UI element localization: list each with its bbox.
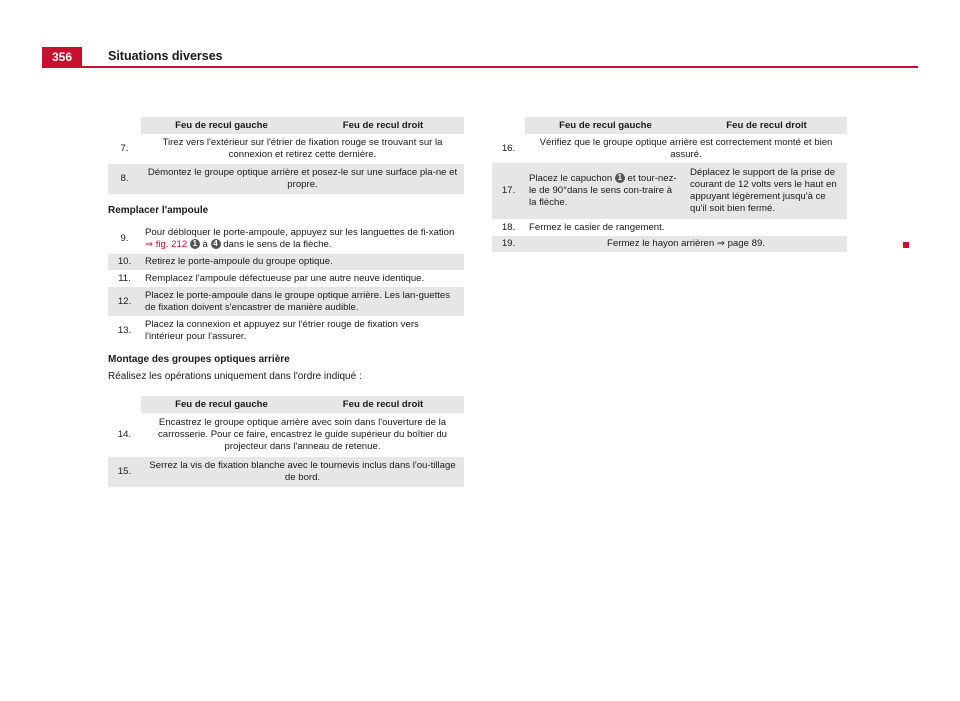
header-step-blank — [108, 396, 141, 413]
step-text-right: Déplacez le support de la prise de courant de 12 volts vers le haut en appuyant légèrement jusqu'à ce qu'il soit bien fermé. — [686, 163, 847, 219]
header-rule — [42, 66, 918, 68]
step-text: Encastrez le groupe optique arrière avec soin dans l'ouverture de la carrosserie. Pour ce faire, encastrez le guide supérieur du boîtier du projecteur dans l'anneau de retenue. — [157, 417, 448, 452]
section-note: Réalisez les opérations uniquement dans l'ordre indiqué : — [108, 371, 362, 382]
step-text: Serrez la vis de fixation blanche avec le tournevis inclus dans l'ou-tillage de bord. — [141, 457, 464, 487]
steps-table-1 — [108, 117, 464, 194]
header-step-blank — [492, 117, 525, 134]
page-title: Situations diverses — [108, 49, 223, 63]
step-text-mid: à — [199, 238, 211, 250]
step-text-post: et tour-nez-le de 90°dans le sens con-traire à la flèche. — [529, 173, 677, 208]
step-text — [525, 236, 847, 252]
step-text — [141, 223, 464, 254]
step-number: 9. — [120, 232, 129, 244]
page-number: 356 — [42, 47, 82, 68]
section-heading-mount: Montage des groupes optiques arrière — [108, 354, 290, 365]
step-number: 18. — [501, 221, 516, 233]
step-text: Placez la connexion et appuyez sur l'étrier rouge de fixation vers l'intérieur pour l'assurer. — [145, 318, 419, 342]
header-left: Feu de recul gauche — [141, 117, 302, 134]
steps-table-3 — [108, 396, 464, 487]
step-number: 19. — [492, 236, 525, 252]
steps-table-2 — [108, 223, 464, 345]
step-number: 17. — [492, 163, 525, 219]
step-text: Remplacez l'ampoule défectueuse par une autre neuve identique. — [145, 272, 425, 284]
step-text: Démontez le groupe optique arrière et posez-le sur une surface pla-ne et propre. — [141, 164, 464, 194]
step-number: 14. — [117, 429, 132, 440]
figure-link[interactable]: ⇒ fig. 212 — [145, 238, 188, 250]
step-number: 12. — [108, 287, 141, 316]
page-link[interactable]: n ⇒ page 89 — [708, 238, 763, 249]
header-left: Feu de recul gauche — [525, 117, 686, 134]
header-left: Feu de recul gauche — [141, 396, 302, 413]
step-number: 13. — [117, 324, 132, 336]
step-number: 15. — [108, 457, 141, 487]
header-right: Feu de recul droit — [302, 117, 464, 134]
marker-4-icon: 4 — [211, 239, 221, 249]
marker-1-icon: 1 — [190, 239, 200, 249]
section-end-marker — [903, 242, 909, 248]
header-right: Feu de recul droit — [302, 396, 464, 413]
step-number: 11. — [118, 272, 131, 284]
step-number: 10. — [108, 254, 141, 270]
step-text-pre: Placez le capuchon — [529, 173, 615, 184]
header-right: Feu de recul droit — [686, 117, 847, 134]
step-text: Retirez le porte-ampoule du groupe optique. — [141, 254, 464, 270]
step-text-post: . — [762, 238, 765, 249]
step-text: Tirez vers l'extérieur sur l'étrier de fixation rouge se trouvant sur la connexion et retirez cette dernière. — [162, 137, 443, 160]
header-step-blank — [108, 117, 141, 134]
step-text-post: dans le sens de la flèche. — [220, 238, 332, 250]
step-number: 16. — [501, 142, 516, 154]
step-text: Fermez le casier de rangement. — [529, 221, 665, 233]
steps-table-4 — [492, 117, 847, 252]
step-text: Vérifiez que le groupe optique arrière est correctement monté et bien assuré. — [539, 136, 833, 160]
marker-1-icon: 1 — [615, 173, 625, 183]
step-text: Placez le porte-ampoule dans le groupe optique arrière. Les lan-guettes de fixation doivent s'encastrer de manière audible. — [141, 287, 464, 316]
step-text-left — [525, 163, 686, 219]
step-text-pre: Pour débloquer le porte-ampoule, appuyez sur les languettes de fi-xation — [145, 226, 455, 238]
step-number: 8. — [108, 164, 141, 194]
step-number: 7. — [120, 143, 129, 154]
step-text-pre: Fermez le hayon arrière — [607, 238, 709, 249]
section-heading-bulb: Remplacer l'ampoule — [108, 205, 209, 216]
